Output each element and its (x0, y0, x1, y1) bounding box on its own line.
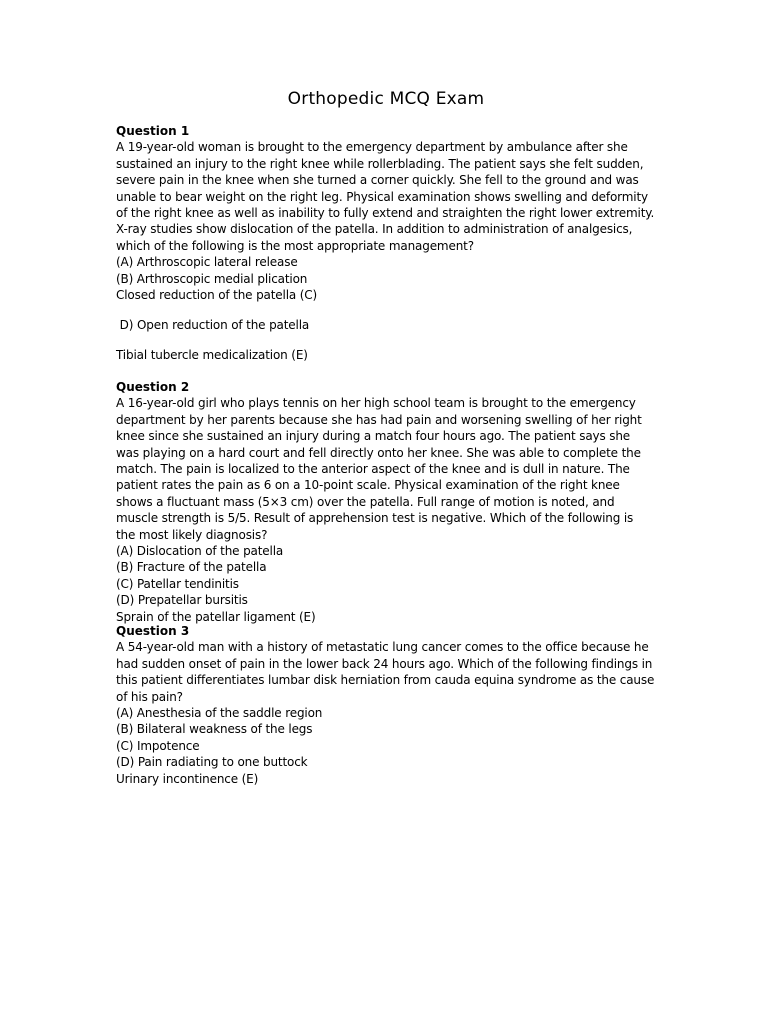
question-1 (116, 123, 656, 363)
answer-option-a: (A) Anesthesia of the saddle region (116, 706, 323, 721)
answer-option-a: (A) Dislocation of the patella (116, 544, 284, 559)
answer-option-c: Closed reduction of the patella (C) (116, 288, 318, 303)
question-heading: Question 1 (116, 124, 190, 138)
question-2 (116, 379, 656, 625)
answer-option-a: (A) Arthroscopic lateral release (116, 255, 298, 270)
answer-option-e: Sprain of the patellar ligament (E) (116, 609, 316, 624)
question-heading: Question 3 (116, 624, 190, 638)
answer-option-d: (D) Prepatellar bursitis (116, 593, 248, 608)
question-stem: A 19-year-old woman is brought to the emergency department by ambulance after she sustained an injury to the right knee while rollerblading. The patient says she felt sudden, severe pain in the knee when she turned a corner quickly. She fell to the ground and was unable to bear weight on the right leg. Physical examination shows swelling and deformity of the right knee as well as inability to fully extend and straighten the right lower extremity. X-ray studies show dislocation of the patella. In addition to administration of analgesics, which of the following is the most appropriate management? (116, 140, 655, 253)
answer-option-c: (C) Patellar tendinitis (116, 576, 239, 591)
answer-option-b: (B) Arthroscopic medial plication (116, 271, 308, 286)
page-title: Orthopedic MCQ Exam (287, 89, 485, 109)
answer-option-c: (C) Impotence (116, 738, 200, 753)
answer-option-b: (B) Bilateral weakness of the legs (116, 722, 313, 737)
question-stem: A 16-year-old girl who plays tennis on her high school team is brought to the emergency department by her parents because she has had pain and worsening swelling of her right knee since she sustained an injury during a match four hours ago. The patient says she was playing on a hard court and fell directly onto her knee. She was able to complete the match. The pain is localized to the anterior aspect of the knee and is dull in nature. The patient rates the pain as 6 on a 10-point scale. Physical examination of the right knee shows a fluctuant mass (5×3 cm) over the patella. Full range of motion is noted, and muscle strength is 5/5. Result of apprehension test is negative. Which of the following is the most likely diagnosis? (116, 396, 642, 542)
question-3 (116, 623, 656, 787)
answer-option-d: (D) Pain radiating to one buttock (116, 755, 308, 770)
answer-option-e: Urinary incontinence (E) (116, 771, 259, 786)
question-stem: A 54-year-old man with a history of metastatic lung cancer comes to the office because he had sudden onset of pain in the lower back 24 hours ago. Which of the following findings in this patient differentiates lumbar disk herniation from cauda equina syndrome as the cause of his pain? (116, 640, 655, 704)
answer-option-d: D) Open reduction of the patella (116, 317, 310, 332)
answer-option-b: (B) Fracture of the patella (116, 560, 267, 575)
answer-option-e: Tibial tubercle medicalization (E) (116, 347, 308, 362)
question-heading: Question 2 (116, 380, 190, 394)
